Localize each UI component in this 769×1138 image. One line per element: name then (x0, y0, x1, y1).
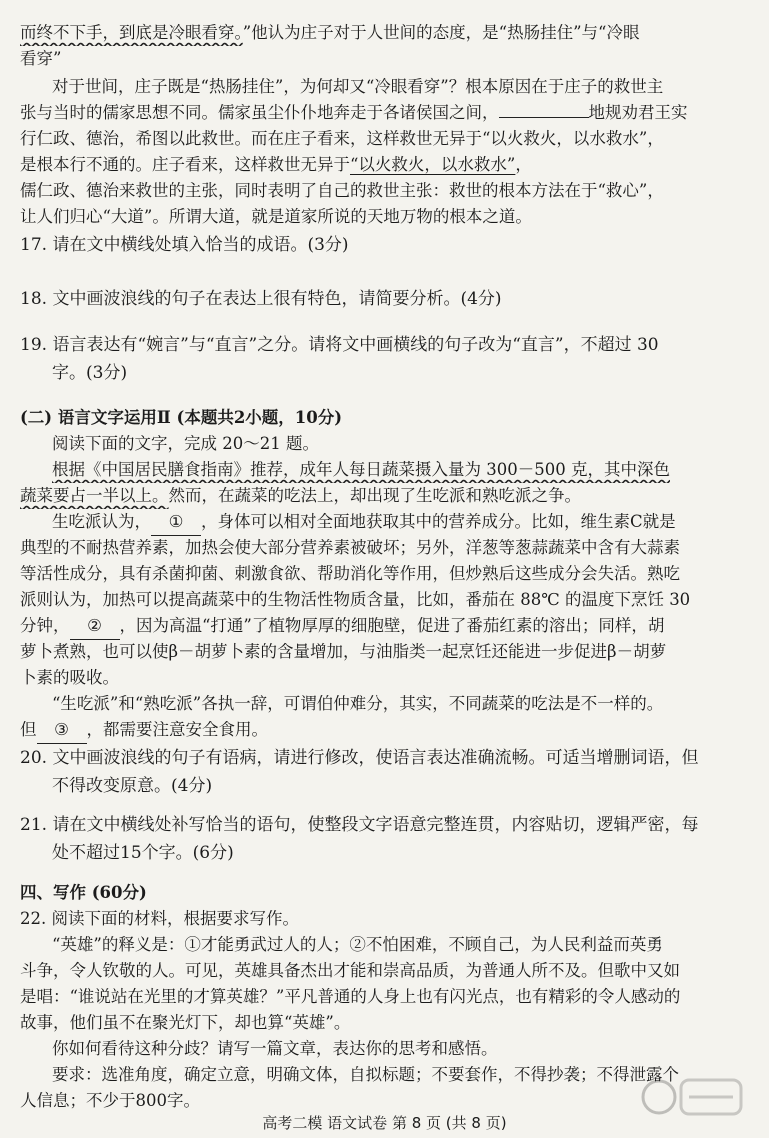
passage-line: 卜素的吸收。 (20, 668, 119, 687)
material-line: “英雄”的释义是：①才能勇武过人的人；②不怕困难，不顾自己，为人民利益而英勇 (52, 935, 663, 954)
passage-line: “生吃派”和“熟吃派”各执一辞，可谓伯仲难分，其实，不同蔬菜的吃法是不一样的。 (52, 694, 664, 713)
passage-line: 但 ③ ，都需要注意安全食用。 (20, 717, 750, 744)
passage-line: 等活性成分，具有杀菌抑菌、刺激食欲、帮助消化等作用，但炒熟后这些成分会失活。熟吃 (20, 564, 680, 583)
material-line: 斗争，令人钦敬的人。可见，英雄具备杰出才能和崇高品质，为普通人所不及。但歌中又如 (20, 961, 680, 980)
passage-line: 蔬菜要占一半以上。然而，在蔬菜的吃法上，却出现了生吃派和熟吃派之争。 (20, 486, 581, 505)
passage-line: 阅读下面的文字，完成 20～21 题。 (52, 434, 319, 453)
section-heading: (二) 语言文字运用Ⅱ (本题共2小题，10分) (20, 408, 343, 427)
requirement-line: 人信息；不少于800字。 (20, 1091, 200, 1110)
page-footer: 高考二模 语文试卷 第 8 页 (共 8 页) (262, 1114, 507, 1132)
underlined-sentence: “以火救火，以水救水” (350, 155, 516, 174)
passage-line: 而终不下手，到底是冷眼看穿。”他认为庄子对于人世间的态度，是“热肠挂住”与“冷眼 (20, 23, 640, 42)
question-22: 22. 阅读下面的材料，根据要求写作。 (20, 909, 299, 928)
watermark-logo-icon (639, 1062, 749, 1132)
passage-line (52, 457, 750, 483)
passage-line: 张与当时的儒家思想不同。儒家虽尘仆仆地奔走于各诸侯国之间， 地规劝君王实 (20, 103, 688, 122)
passage-line: 是根本行不通的。庄子看来，这样救世无异于“以火救火，以水救水”， (20, 155, 532, 174)
material-line: 故事，他们虽不在聚光灯下，却也算“英雄”。 (20, 1013, 351, 1032)
passage-line: 分钟， ② ，因为高温“打通”了植物厚厚的细胞壁，促进了番茄红素的溶出；同样，胡 (20, 613, 750, 640)
passage-line: 生吃派认为， ① ，身体可以相对全面地获取其中的营养成分。比如，维生素C就是 (52, 509, 750, 536)
question-21-cont: 处不超过15个字。(6分) (52, 843, 234, 863)
fill-blank (499, 103, 589, 118)
fill-blank-1: ① (151, 509, 201, 536)
wavy-sentence: 根据《中国居民膳食指南》推荐，成年人每日蔬菜摄入量为 300－500 克，其中深色 (52, 460, 670, 479)
question-18: 18. 文中画波浪线的句子在表达上很有特色，请简要分析。(4分) (20, 289, 502, 309)
passage-line: 对于世间，庄子既是“热肠挂住”，为何却又“冷眼看穿”？根本原因在于庄子的救世主 (52, 77, 664, 96)
section-heading: 四、写作 (60分) (20, 883, 147, 902)
material-line: 是唱：“谁说站在光里的才算英雄？”平凡普通的人身上也有闪光点，也有精彩的令人感动的 (20, 987, 681, 1006)
material-line: 你如何看待这种分歧？请写一篇文章，表达你的思考和感悟。 (52, 1039, 498, 1058)
passage-line: 萝卜煮熟，也可以使β－胡萝卜素的含量增加，与油脂类一起烹饪还能进一步促进β－胡萝 (20, 642, 667, 661)
question-21: 21. 请在文中横线处补写恰当的语句，使整段文字语意完整连贯，内容贴切，逻辑严密，每 (20, 815, 699, 835)
fill-blank-2: ② (70, 613, 120, 640)
passage-line: 行仁政、德治，希图以此救世。而在庄子看来，这样救世无异于“以火救火，以水救水”， (20, 129, 664, 148)
fill-blank-3: ③ (37, 717, 87, 744)
question-20-cont: 不得改变原意。(4分) (52, 776, 213, 796)
requirement-line: 要求：选准角度，确定立意，明确文体，自拟标题；不要套作，不得抄袭；不得泄露个 (52, 1065, 679, 1084)
question-19: 19. 语言表达有“婉言”与“直言”之分。请将文中画横线的句子改为“直言”，不超过 30 (20, 335, 659, 355)
passage-line: 让人们归心“大道”。所谓大道，就是道家所说的天地万物的根本之道。 (20, 207, 532, 226)
question-20: 20. 文中画波浪线的句子有语病，请进行修改，使语言表达准确流畅。可适当增删词语，但 (20, 748, 699, 768)
question-17: 17. 请在文中横线处填入恰当的成语。(3分) (20, 235, 349, 255)
passage-line: 看穿” (20, 49, 62, 68)
wavy-sentence: 而终不下手，到底是冷眼看穿。 (20, 23, 243, 42)
passage-line: 典型的不耐热营养素，加热会使大部分营养素被破坏；另外，洋葱等葱蒜蔬菜中含有大蒜素 (20, 538, 680, 557)
passage-line: 派则认为，加热可以提高蔬菜中的生物活性物质含量，比如，番茄在 88℃ 的温度下烹饪 30 (20, 590, 691, 609)
passage-line: 儒仁政、德治来救世的主张，同时表明了自己的救世主张：救世的根本方法在于“救心”， (20, 181, 664, 200)
question-19-cont: 字。(3分) (52, 363, 128, 383)
